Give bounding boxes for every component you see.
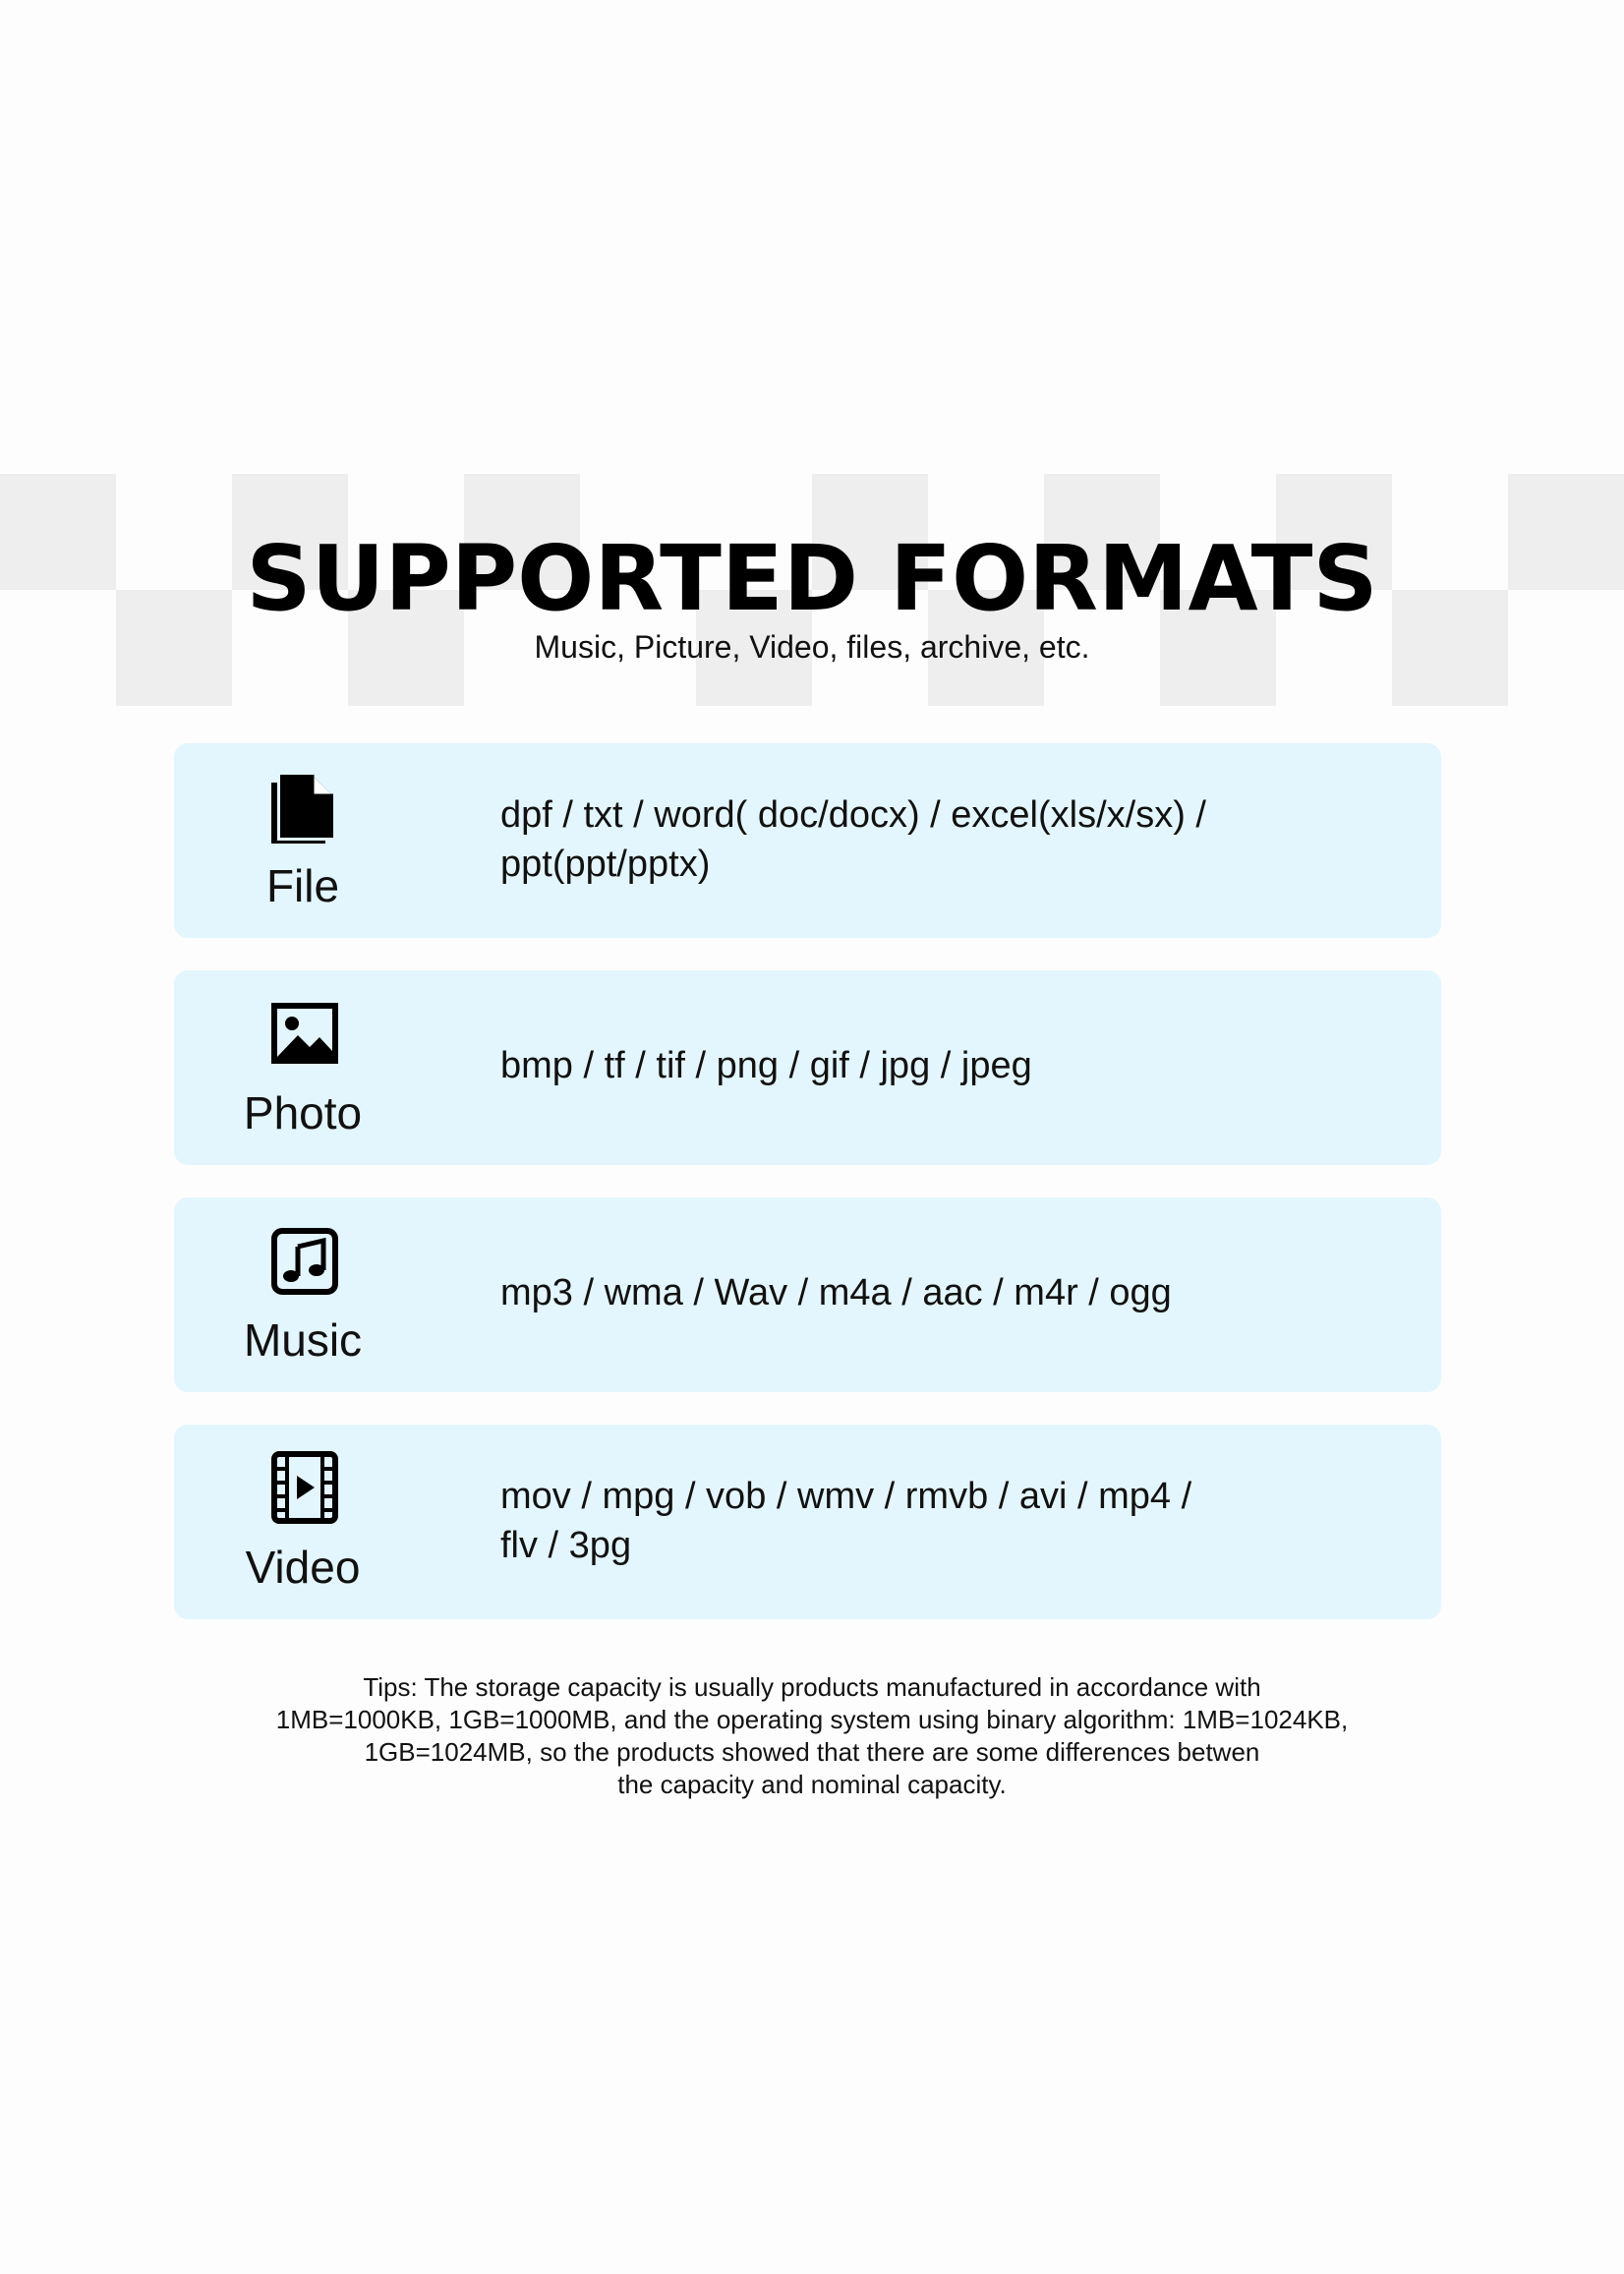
photo-icon — [270, 996, 339, 1071]
format-list: dpf / txt / word( doc/docx) / excel(xls/x/sx) / ppt(ppt/pptx) — [500, 794, 1206, 885]
format-card-label: Video — [245, 1542, 361, 1593]
format-card-music — [174, 1197, 1441, 1392]
page-subtitle: Music, Picture, Video, files, archive, etc. — [534, 629, 1090, 665]
format-card-label: Music — [243, 1314, 363, 1366]
format-card-label: File — [265, 860, 340, 911]
music-icon — [270, 1223, 339, 1298]
format-card-video — [174, 1425, 1441, 1619]
video-icon — [270, 1450, 339, 1525]
format-list: mov / mpg / vob / wmv / rmvb / avi / mp4 / flv / 3pg — [500, 1476, 1192, 1566]
format-card-label: Photo — [243, 1087, 363, 1138]
tips-note: Tips: The storage capacity is usually products manufactured in accordance with 1MB=1000KB, 1GB=1000MB, and the operating system using binary algorithm: 1MB=1024KB, 1GB=1024MB, so the products showed that there are some differences betwen the capacity and nominal capacity. — [275, 1672, 1349, 1799]
format-card-photo — [174, 970, 1441, 1165]
format-list: mp3 / wma / Wav / m4a / aac / m4r / ogg — [500, 1272, 1172, 1313]
file-icon — [270, 769, 339, 844]
page-title: SUPPORTED FORMATS — [246, 526, 1378, 631]
format-card-file — [174, 743, 1441, 938]
format-list: bmp / tf / tif / png / gif / jpg / jpeg — [500, 1045, 1032, 1086]
